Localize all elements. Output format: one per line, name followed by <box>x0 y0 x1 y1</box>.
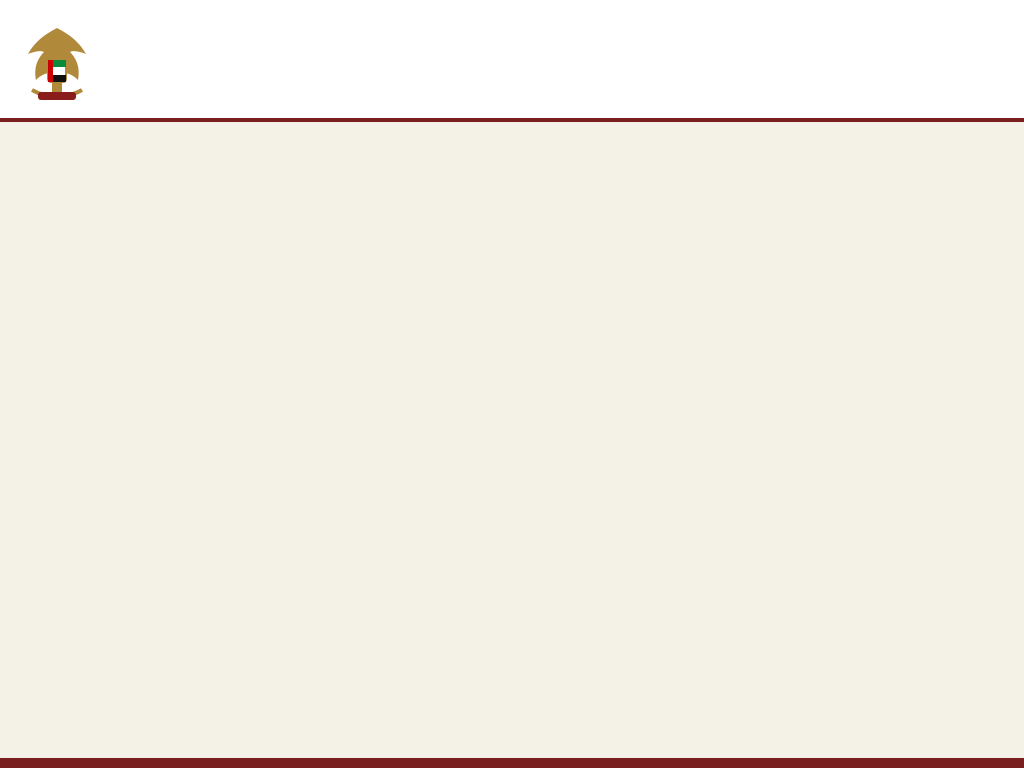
footer-bar <box>0 758 1024 768</box>
uae-eagle-emblem-icon <box>22 24 92 104</box>
slide-header <box>0 0 1024 122</box>
